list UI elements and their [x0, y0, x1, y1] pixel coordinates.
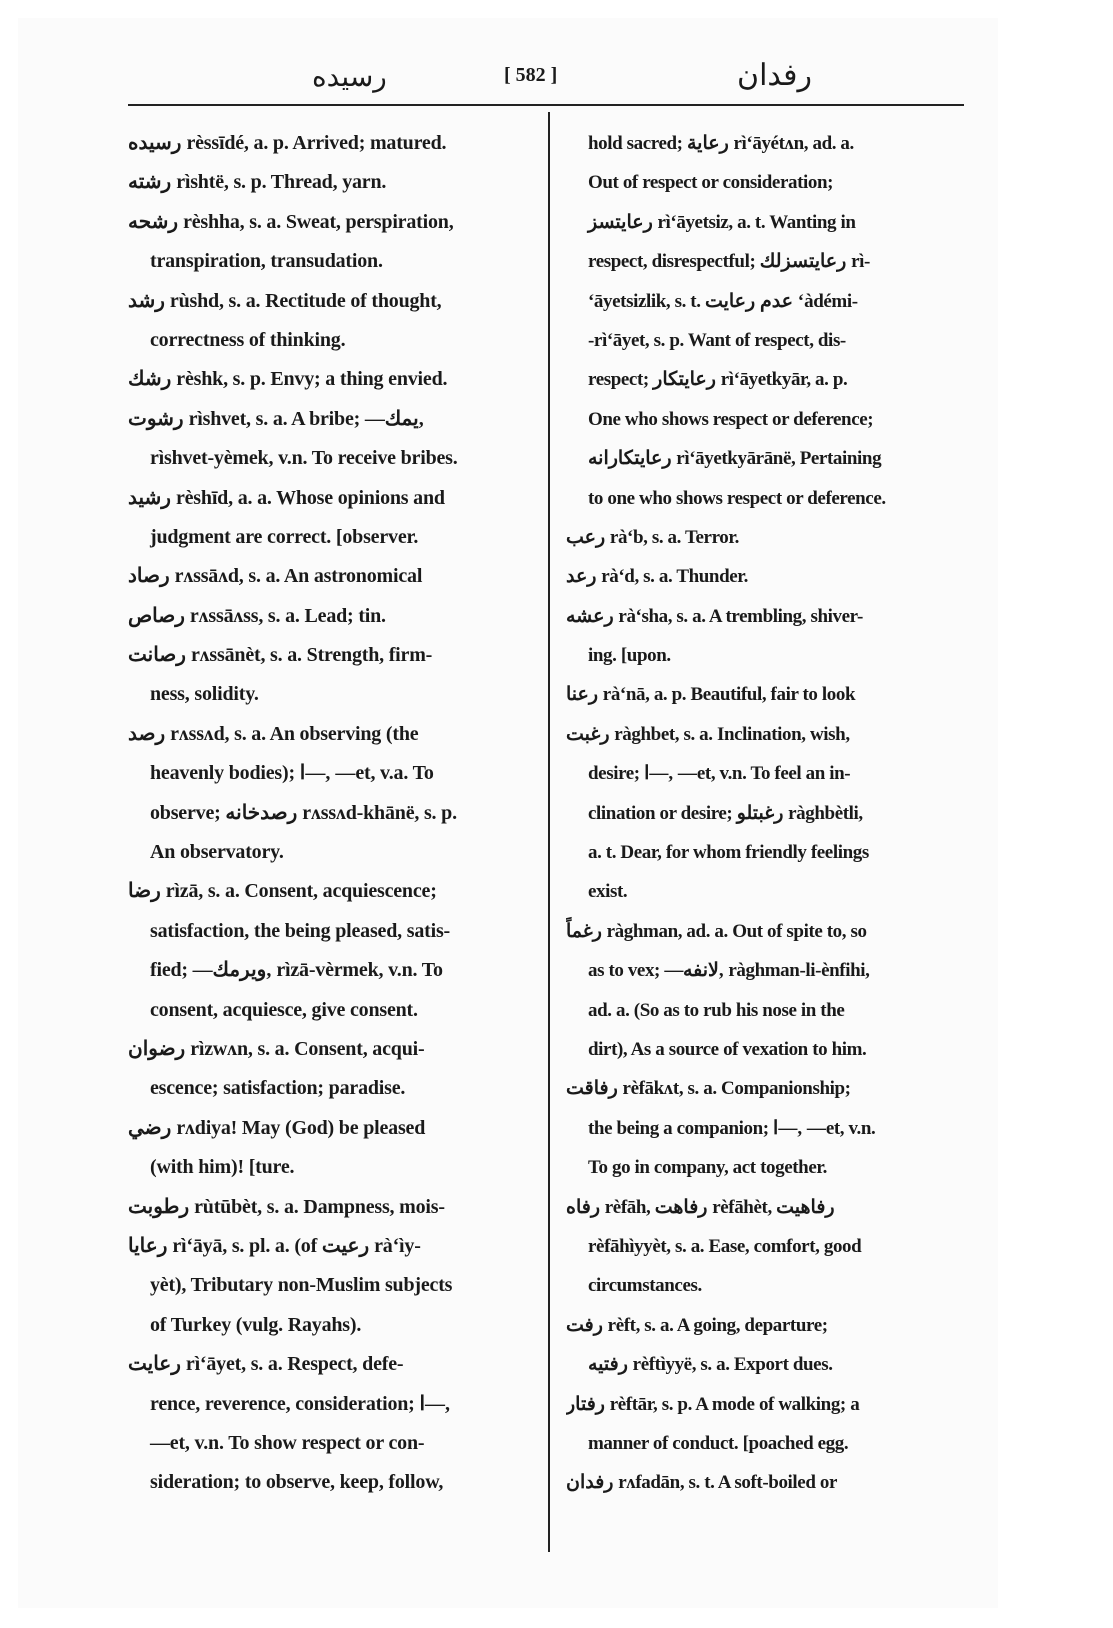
entry-line: رطوبت rùtūbèt, s. a. Dampness, mois- — [128, 1195, 445, 1218]
entry-line: رشحه rèshha, s. a. Sweat, perspiration, — [128, 210, 454, 233]
entry-line: escence; satisfaction; paradise. — [150, 1077, 406, 1100]
entry-line: yèt), Tributary non-Muslim subjects — [150, 1274, 453, 1297]
entry-line: رشد rùshd, s. a. Rectitude of thought, — [128, 289, 442, 312]
entry-line: -rì‘āyet, s. p. Want of respect, dis- — [588, 329, 846, 351]
entry-line: رضا rìzā, s. a. Consent, acquiescence; — [128, 880, 437, 903]
entry-line: heavenly bodies); ا—, —et, v.a. To — [150, 762, 434, 785]
entry-line: transpiration, transudation. — [150, 250, 383, 273]
entry-line: desire; ا—, —et, v.n. To feel an in- — [588, 763, 851, 785]
entry-line: رصانت rʌssānèt, s. a. Strength, firm- — [128, 644, 433, 667]
entry-line: رفتار rèftār, s. p. A mode of walking; a — [566, 1393, 860, 1415]
entry-line: respect, disrespectful; رعايتسزلك rì- — [588, 251, 870, 273]
entry-line: ness, solidity. — [150, 683, 259, 706]
entry-line: رفتيه rèftìyyë, s. a. Export dues. — [588, 1354, 833, 1376]
entry-line: رعايتكارانه rì‘āyetkyārānë, Pertaining — [588, 448, 882, 470]
entry-line: رشك rèshk, s. p. Envy; a thing envied. — [128, 368, 448, 391]
header-right-catchword: رفدان — [737, 58, 812, 93]
entry-line: رضي rʌdiya! May (God) be pleased — [128, 1116, 426, 1139]
entry-line: رغماً ràghman, ad. a. Out of spite to, so — [566, 920, 867, 942]
header-left-catchword: رسيده — [312, 60, 387, 93]
entry-line: exist. — [588, 881, 628, 903]
entry-line: dirt), As a source of vexation to him. — [588, 1038, 867, 1060]
entry-line: رعب rà‘b, s. a. Terror. — [566, 526, 740, 548]
entry-line: رصاد rʌssāʌd, s. a. An astronomical — [128, 565, 423, 588]
page-header — [112, 52, 962, 98]
entry-line: hold sacred; رعاية rì‘āyétʌn, ad. a. — [588, 133, 854, 154]
entry-line: —et, v.n. To show respect or con- — [150, 1431, 425, 1454]
entry-line: رفاه rèfāh, رفاهت rèfāhèt, رفاهيت — [566, 1196, 835, 1218]
entry-line: ‘āyetsizlik, s. t. عدم رعايت ‘àdémi- — [588, 290, 858, 312]
entry-line: judgment are correct. [observer. — [150, 525, 419, 548]
entry-line: (with him)! [ture. — [150, 1156, 295, 1179]
entry-line: fied; —ويرمك, rìzā-vèrmek, v.n. To — [150, 959, 443, 982]
left-column — [128, 124, 530, 1503]
entry-line: correctness of thinking. — [150, 328, 346, 351]
entry-line: as to vex; —لانفه, ràghman-li-ènfihi, — [588, 960, 870, 982]
entry-line: of Turkey (vulg. Rayahs). — [150, 1313, 362, 1336]
entry-line: Out of respect or consideration; — [588, 172, 834, 194]
entry-line: رغبت ràghbet, s. a. Inclination, wish, — [566, 723, 850, 745]
entry-line: One who shows respect or deference; — [588, 408, 874, 430]
entry-line: رعشه rà‘sha, s. a. A trembling, shiver- — [566, 605, 863, 627]
entry-line: circumstances. — [588, 1275, 702, 1297]
entry-line: rìshvet-yèmek, v.n. To receive bribes. — [150, 447, 458, 470]
header-rule — [128, 104, 964, 106]
entry-line: clination or desire; رغبتلو ràghbètli, — [588, 802, 863, 824]
entry-line: رفت rèft, s. a. A going, departure; — [566, 1314, 828, 1336]
entry-line: observe; رصدخانه rʌssʌd-khānë, s. p. — [150, 801, 457, 824]
entry-line: a. t. Dear, for whom friendly feelings — [588, 842, 869, 864]
entry-line: An observatory. — [150, 841, 284, 864]
entry-line: رسيده rèssīdé, a. p. Arrived; matured. — [128, 132, 447, 154]
right-column — [566, 124, 962, 1503]
entry-line: ad. a. (So as to rub his nose in the — [588, 999, 845, 1021]
entry-line: رصاص rʌssāʌss, s. a. Lead; tin. — [128, 604, 386, 627]
column-divider — [548, 112, 550, 1552]
page-number: [ 582 ] — [504, 64, 558, 86]
entry-line: رفاقت rèfākʌt, s. a. Companionship; — [566, 1078, 851, 1100]
entry-line: rèfāhìyyèt, s. a. Ease, comfort, good — [588, 1235, 862, 1257]
entry-line: manner of conduct. [poached egg. — [588, 1432, 849, 1454]
entry-line: رعايا rì‘āyā, s. pl. a. (of رعيت rà‘ìy- — [128, 1234, 421, 1257]
entry-line: رعد rà‘d, s. a. Thunder. — [566, 566, 748, 588]
entry-line: respect; رعايتكار rì‘āyetkyār, a. p. — [588, 369, 848, 391]
entry-line: رفدان rʌfadān, s. t. A soft-boiled or — [566, 1472, 837, 1494]
entry-line: رعنا rà‘nā, a. p. Beautiful, fair to look — [566, 684, 856, 706]
entry-line: رعايت rì‘āyet, s. a. Respect, defe- — [128, 1353, 404, 1376]
entry-line: rence, reverence, consideration; ا—, — [150, 1392, 450, 1415]
entry-line: to one who shows respect or deference. — [588, 487, 886, 509]
entry-line: رشيد rèshīd, a. a. Whose opinions and — [128, 486, 445, 509]
entry-line: To go in company, act together. — [588, 1157, 828, 1179]
entry-line: satisfaction, the being pleased, satis- — [150, 919, 450, 942]
entry-line: رعايتسز rì‘āyetsiz, a. t. Wanting in — [588, 211, 856, 233]
entry-line: consent, acquiesce, give consent. — [150, 998, 418, 1021]
entry-line: رصد rʌssʌd, s. a. An observing (the — [128, 722, 419, 745]
entry-line: رشوت rìshvet, s. a. A bribe; —يمك, — [128, 407, 424, 430]
entry-line: the being a companion; ا—, —et, v.n. — [588, 1117, 876, 1139]
entry-line: ing. [upon. — [588, 645, 671, 667]
entry-line: sideration; to observe, keep, follow, — [150, 1471, 444, 1494]
entry-line: رشته rìshtë, s. p. Thread, yarn. — [128, 171, 387, 194]
entry-line: رضوان rìzwʌn, s. a. Consent, acqui- — [128, 1037, 425, 1060]
